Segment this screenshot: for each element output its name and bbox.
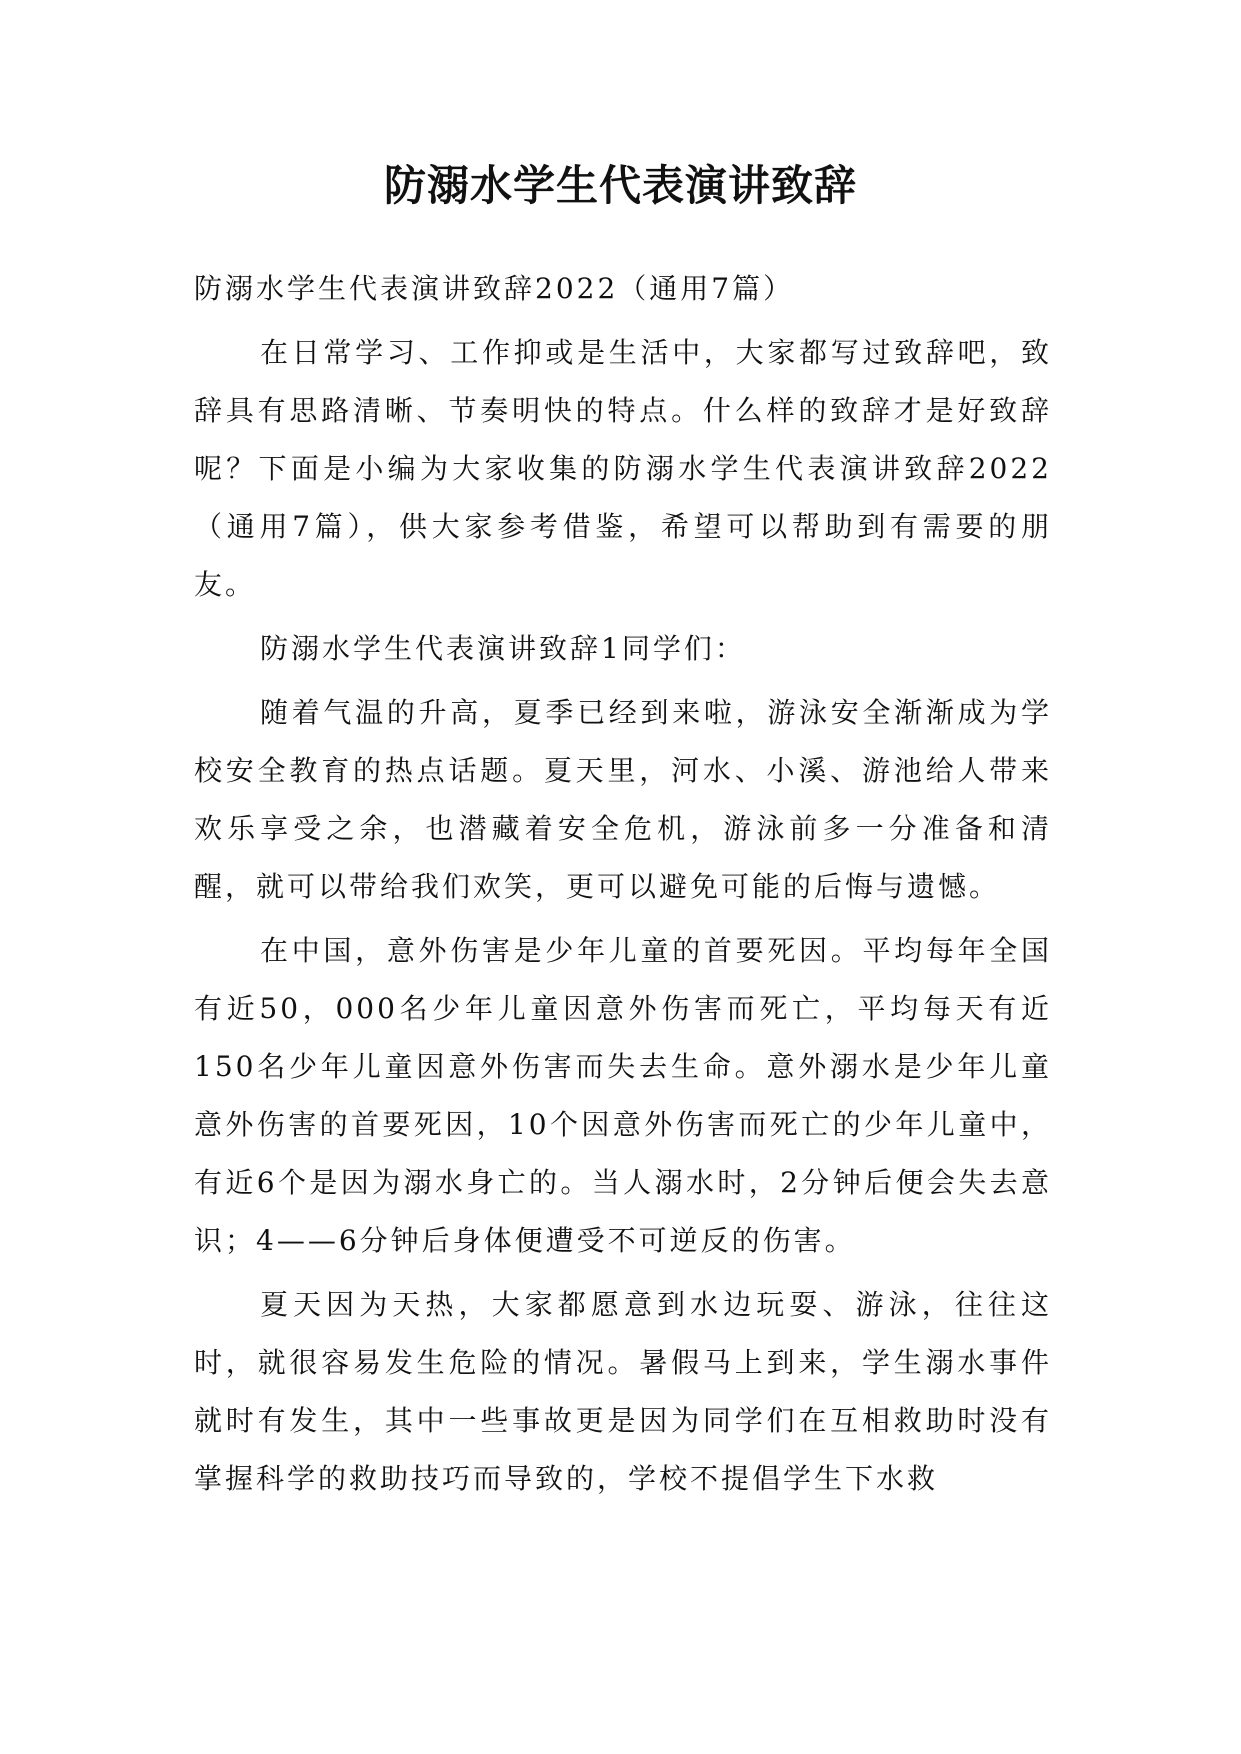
- paragraph-speech-heading: 防溺水学生代表演讲致辞1同学们：: [260, 632, 746, 665]
- paragraph-summer-risk: 夏天因为天热，大家都愿意到水边玩耍、游泳，往往这时，就很容易发生危险的情况。暑假马上到来，学生溺水事件就时有发生，其中一些事故更是因为同学们在互相救助时没有掌握科学的救助技巧而导致的，学校不提倡学生下水救: [194, 1288, 1052, 1495]
- paragraph-summer-safety: 随着气温的升高，夏季已经到来啦，游泳安全渐渐成为学校安全教育的热点话题。夏天里，河水、小溪、游池给人带来欢乐享受之余，也潜藏着安全危机，游泳前多一分准备和清醒，就可以带给我们欢笑，更可以避免可能的后悔与遗憾。: [194, 696, 1052, 903]
- paragraph-intro: 在日常学习、工作抑或是生活中，大家都写过致辞吧，致辞具有思路清晰、节奏明快的特点。什么样的致辞才是好致辞呢？下面是小编为大家收集的防溺水学生代表演讲致辞2022（通用7篇），供大家参考借鉴，希望可以帮助到有需要的朋友。: [194, 336, 1052, 601]
- document-subtitle: 防溺水学生代表演讲致辞2022（通用7篇）: [194, 272, 795, 305]
- paragraph-statistics: 在中国，意外伤害是少年儿童的首要死因。平均每年全国有近50，000名少年儿童因意外伤害而死亡，平均每天有近150名少年儿童因意外伤害而失去生命。意外溺水是少年儿童意外伤害的首要死因，10个因意外伤害而死亡的少年儿童中，有近6个是因为溺水身亡的。当人溺水时，2分钟后便会失去意识；4——6分钟后身体便遭受不可逆反的伤害。: [194, 934, 1052, 1257]
- document-title: 防溺水学生代表演讲致辞: [383, 161, 857, 210]
- document-body: [194, 260, 1052, 1514]
